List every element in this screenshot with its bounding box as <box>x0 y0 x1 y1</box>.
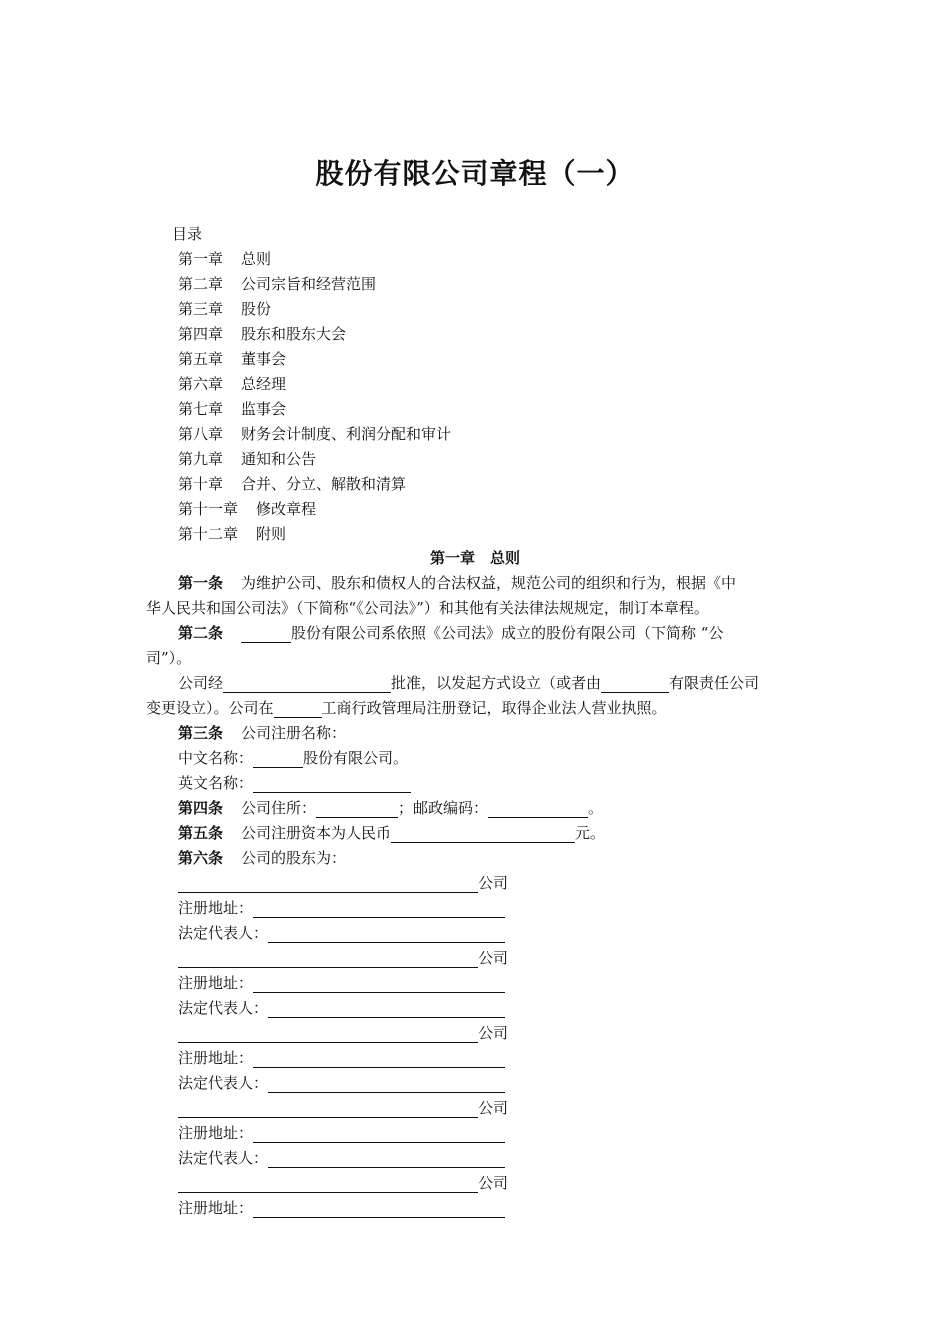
text: 批准，以发起方式设立（或者由 <box>391 674 602 692</box>
text: 公司 <box>478 874 509 892</box>
shareholder-company-line <box>178 946 508 971</box>
shareholder-address-line <box>178 896 505 921</box>
article-text: 公司注册名称： <box>241 724 347 742</box>
blank-line[interactable] <box>253 1050 505 1068</box>
article-3-line <box>178 721 346 746</box>
text: 股份有限公司。 <box>303 749 409 767</box>
article-5-line <box>178 821 605 846</box>
toc-chapter-title: 总经理 <box>241 375 287 393</box>
field-label: 法定代表人： <box>178 924 269 942</box>
toc-chapter-number: 第六章 <box>178 375 224 393</box>
toc-chapter-number: 第三章 <box>178 300 224 318</box>
toc-chapter-title: 股份 <box>241 300 272 318</box>
blank-line[interactable] <box>268 925 505 943</box>
article-6-line <box>178 846 346 871</box>
blank-line[interactable] <box>253 900 505 918</box>
toc-item[interactable] <box>178 397 286 422</box>
field-label: 注册地址： <box>178 1124 254 1142</box>
toc-item[interactable] <box>178 422 451 447</box>
toc-chapter-title: 董事会 <box>241 350 287 368</box>
article-label: 第六条 <box>178 849 224 867</box>
toc-chapter-number: 第五章 <box>178 350 224 368</box>
article-1-line-1 <box>178 571 736 596</box>
field-label: 注册地址： <box>178 1199 254 1217</box>
toc-item[interactable] <box>178 297 271 322</box>
article-2-line-1 <box>178 621 723 646</box>
field-label: 公司住所： <box>241 799 317 817</box>
shareholder-company-line <box>178 1171 508 1196</box>
shareholder-address-line <box>178 1121 505 1146</box>
blank-line[interactable] <box>223 675 391 693</box>
shareholder-address-line <box>178 971 505 996</box>
article-label: 第二条 <box>178 624 224 642</box>
field-label: 注册地址： <box>178 1049 254 1067</box>
blank-line[interactable] <box>488 800 588 818</box>
shareholder-legal-rep-line <box>178 1071 505 1096</box>
article-text: 股份有限公司系依照《公司法》成立的股份有限公司（下简称 “公 <box>291 624 724 642</box>
blank-line[interactable] <box>178 1025 478 1043</box>
toc-item[interactable] <box>178 347 286 372</box>
document-title: 股份有限公司章程（一） <box>315 157 635 190</box>
toc-chapter-title: 财务会计制度、利润分配和审计 <box>241 425 452 443</box>
field-label: ；邮政编码： <box>398 799 489 817</box>
text: 公司 <box>478 1024 509 1042</box>
article-text: 公司注册资本为人民币 <box>241 824 392 842</box>
shareholder-company-line <box>178 1021 508 1046</box>
field-label: 法定代表人： <box>178 999 269 1017</box>
chinese-name-line <box>178 746 408 771</box>
shareholder-legal-rep-line <box>178 996 505 1021</box>
toc-chapter-title: 合并、分立、解散和清算 <box>241 475 407 493</box>
text: 工商行政管理局注册登记，取得企业法人营业执照。 <box>321 699 667 717</box>
article-1-line-2: 华人民共和国公司法》（下简称“《公司法》”）和其他有关法律法规规定，制订本章程。 <box>146 599 709 617</box>
toc-item[interactable] <box>178 322 346 347</box>
text: 公司 <box>478 1099 509 1117</box>
blank-line[interactable] <box>601 675 669 693</box>
field-label: 法定代表人： <box>178 1074 269 1092</box>
article-text: 公司的股东为： <box>241 849 347 867</box>
article-label: 第三条 <box>178 724 224 742</box>
toc-item[interactable] <box>178 522 286 547</box>
toc-chapter-title: 监事会 <box>241 400 287 418</box>
toc-item[interactable] <box>178 447 316 472</box>
toc-chapter-number: 第九章 <box>178 450 224 468</box>
shareholder-company-line <box>178 1096 508 1121</box>
chapter-heading: 第一章 总则 <box>429 549 520 567</box>
toc-item[interactable] <box>178 497 316 522</box>
text: 。 <box>588 799 604 817</box>
blank-line[interactable] <box>253 1125 505 1143</box>
toc-chapter-number: 第四章 <box>178 325 224 343</box>
text: 公司 <box>478 1174 509 1192</box>
field-label: 中文名称： <box>178 749 254 767</box>
article-label: 第一条 <box>178 574 224 592</box>
toc-item[interactable] <box>178 472 406 497</box>
blank-line[interactable] <box>253 1200 505 1218</box>
blank-line[interactable] <box>178 875 478 893</box>
blank-line[interactable] <box>253 775 411 793</box>
text: 变更设立）。公司在 <box>146 699 274 717</box>
article-label: 第五条 <box>178 824 224 842</box>
toc-chapter-title: 通知和公告 <box>241 450 317 468</box>
toc-item[interactable] <box>178 272 376 297</box>
article-2-para-2-line-1 <box>178 671 759 696</box>
toc-chapter-number: 第十二章 <box>178 525 239 543</box>
english-name-line <box>178 771 411 796</box>
blank-line[interactable] <box>391 825 575 843</box>
blank-line[interactable] <box>253 750 303 768</box>
blank-line[interactable] <box>241 625 291 643</box>
article-2-line-2: 司”）。 <box>146 649 192 667</box>
toc-chapter-title: 股东和股东大会 <box>241 325 347 343</box>
text: 元。 <box>575 824 606 842</box>
toc-heading: 目录 <box>172 225 203 243</box>
blank-line[interactable] <box>268 1075 505 1093</box>
text: 有限责任公司 <box>669 674 760 692</box>
toc-chapter-number: 第二章 <box>178 275 224 293</box>
blank-line[interactable] <box>253 975 505 993</box>
field-label: 英文名称： <box>178 774 254 792</box>
article-4-line <box>178 796 603 821</box>
shareholder-company-line <box>178 871 508 896</box>
blank-line[interactable] <box>268 1150 505 1168</box>
toc-chapter-number: 第七章 <box>178 400 224 418</box>
blank-line[interactable] <box>268 1000 505 1018</box>
toc-item[interactable] <box>178 247 271 272</box>
toc-chapter-number: 第八章 <box>178 425 224 443</box>
toc-chapter-number: 第十章 <box>178 475 224 493</box>
blank-line[interactable] <box>178 1175 478 1193</box>
article-text: 为维护公司、股东和债权人的合法权益，规范公司的组织和行为，根据《中 <box>241 574 737 592</box>
toc-item[interactable] <box>178 372 286 397</box>
shareholder-address-line <box>178 1046 505 1071</box>
toc-chapter-title: 公司宗旨和经营范围 <box>241 275 377 293</box>
field-label: 注册地址： <box>178 974 254 992</box>
text: 公司 <box>478 949 509 967</box>
shareholder-legal-rep-line <box>178 1146 505 1171</box>
article-label: 第四条 <box>178 799 224 817</box>
text: 公司经 <box>178 674 224 692</box>
toc-chapter-number: 第十一章 <box>178 500 239 518</box>
toc-chapter-title: 总则 <box>241 250 272 268</box>
shareholder-address-line <box>178 1196 505 1221</box>
toc-chapter-title: 修改章程 <box>256 500 317 518</box>
blank-line[interactable] <box>178 950 478 968</box>
blank-line[interactable] <box>316 800 398 818</box>
blank-line[interactable] <box>178 1100 478 1118</box>
toc-chapter-number: 第一章 <box>178 250 224 268</box>
field-label: 注册地址： <box>178 899 254 917</box>
field-label: 法定代表人： <box>178 1149 269 1167</box>
blank-line[interactable] <box>274 700 322 718</box>
shareholder-legal-rep-line <box>178 921 505 946</box>
article-2-para-2-line-2 <box>146 696 667 721</box>
toc-chapter-title: 附则 <box>256 525 287 543</box>
